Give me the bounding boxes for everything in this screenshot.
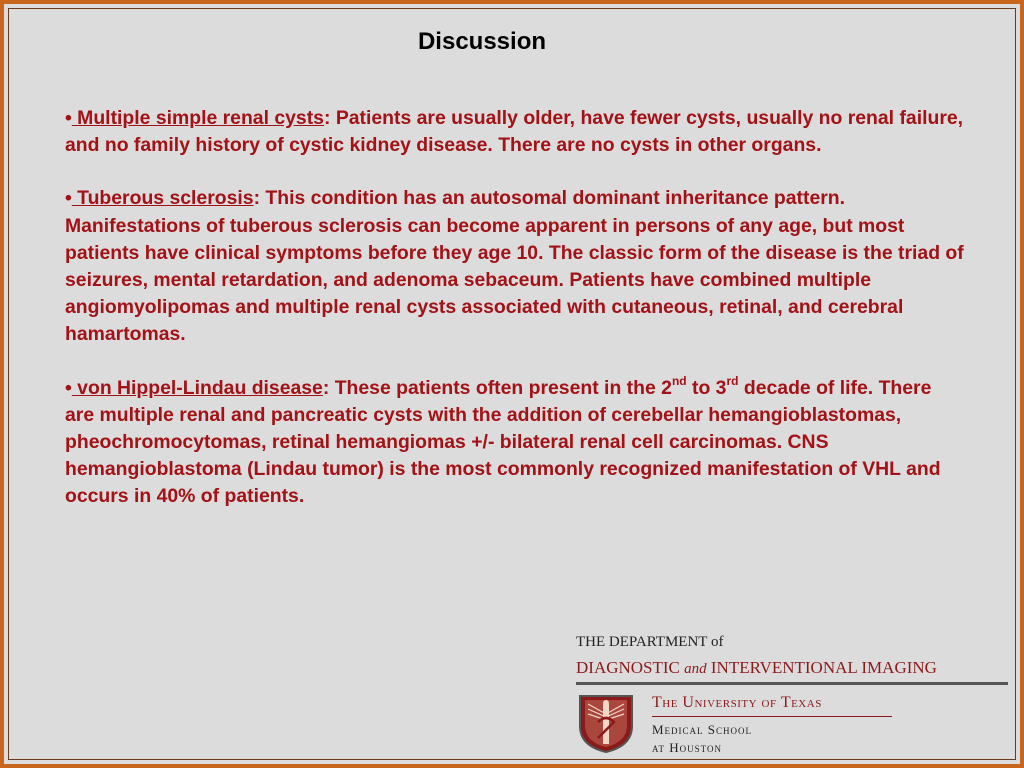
term-tuberous-sclerosis: Tuberous sclerosis — [71, 187, 254, 210]
ut-name: The University of Texas — [652, 694, 822, 711]
dept-line2 — [576, 658, 937, 678]
term-simple-cysts: Multiple simple renal cysts — [71, 107, 324, 129]
department-logo — [576, 634, 1008, 758]
desc-simple-cysts: : Patients are usually older, have fewer cysts, usually no renal failure, and no family history of cystic kidney disease. There are no cysts in other organs. — [65, 107, 964, 157]
desc-vhl-a: : These patients often present in the 2 — [322, 376, 672, 399]
dept-diagnostic: DIAGNOSTIC — [576, 658, 680, 677]
paragraph-tuberous-sclerosis — [65, 185, 965, 348]
slide-title: Discussion — [417, 28, 547, 55]
dept-line1: THE DEPARTMENT of — [576, 634, 724, 650]
desc-tuberous-sclerosis: : This condition has an autosomal dominant inheritance pattern. Manifestations of tuberous sclerosis can become apparent in persons of any age, but most patients have clinical symptoms before they age 10. The classic form of the disease is the triad of seizures, mental retardation, and adenoma sebaceum. Patients have combined multiple angiomyolipomas and multiple renal cysts associated with cutaneous, retinal, and cerebral hamartomas. — [65, 187, 964, 346]
slide-body — [65, 105, 965, 537]
paragraph-simple-cysts — [65, 105, 965, 159]
term-vhl: von Hippel-Lindau disease — [71, 376, 323, 399]
desc-vhl-c: decade of life. There are multiple renal and pancreatic cysts with the addition of cerebellar hemangioblastomas, pheochromocytomas, retinal hemangiomas +/- bilateral renal cell carcinomas. CNS hemangioblastoma (Lindau tumor) is the most commonly recognized manifestation of VHL and occurs in 40% of patients. — [65, 376, 941, 508]
bullet: • — [65, 187, 72, 210]
bullet: • — [65, 107, 72, 129]
dept-and: and — [684, 661, 707, 677]
logo-divider — [576, 682, 1008, 685]
ut-school — [652, 721, 752, 757]
ut-school-line1: Medical School — [652, 722, 753, 737]
ordinal-rd: rd — [726, 374, 739, 389]
ut-rule — [652, 716, 892, 717]
dept-interventional: INTERVENTIONAL IMAGING — [710, 658, 937, 677]
desc-vhl-b: to 3 — [686, 376, 727, 399]
bullet: • — [65, 376, 72, 399]
ut-school-line2: at Houston — [652, 740, 722, 755]
ordinal-nd: nd — [671, 374, 687, 389]
ut-seal-icon — [576, 692, 636, 754]
paragraph-vhl — [65, 375, 965, 511]
